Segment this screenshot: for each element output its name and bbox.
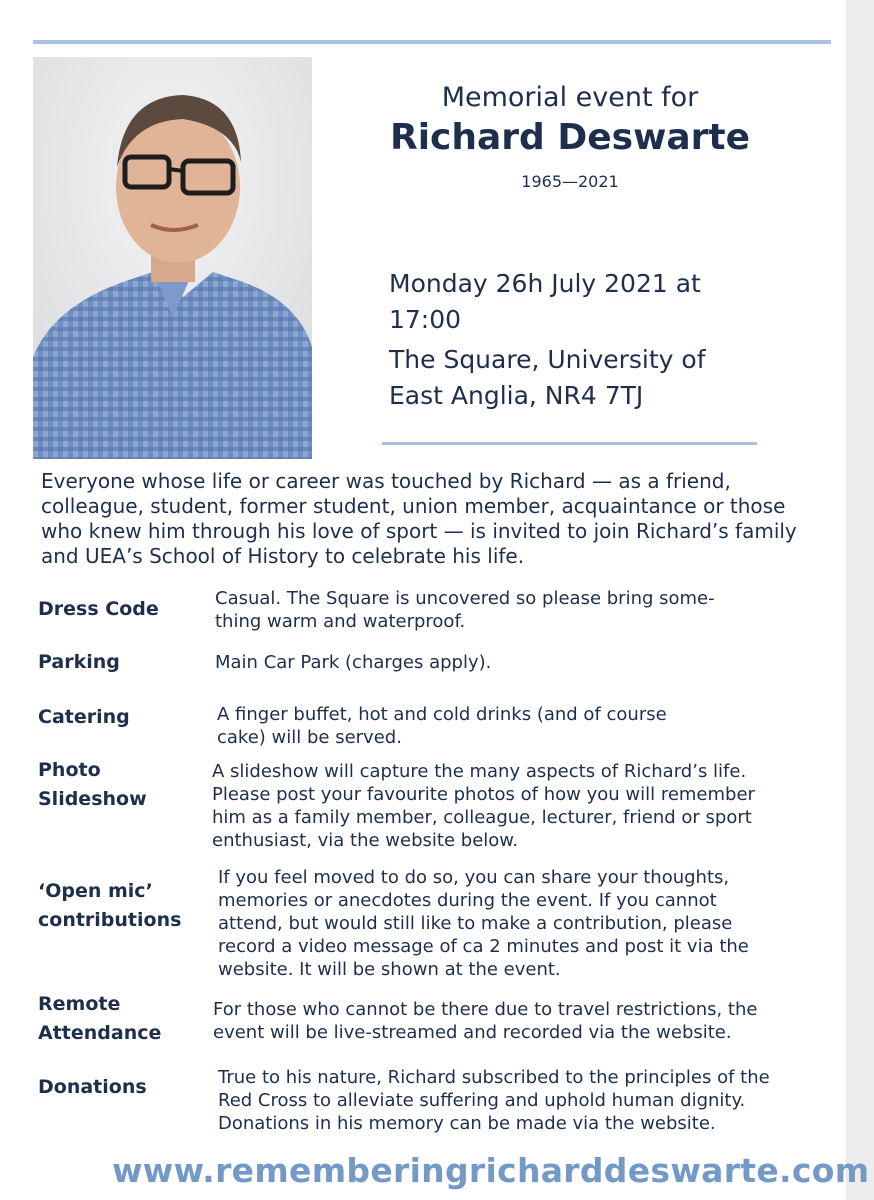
photo-slideshow-label: Photo Slideshow [38, 759, 147, 810]
event-heading [385, 82, 755, 191]
heading-subtitle: Memorial event for [441, 82, 699, 113]
website-link[interactable]: www.rememberingricharddeswarte.com [112, 1151, 870, 1190]
catering-text: A finger buffet, hot and cold drinks (and of course cake) will be served. [217, 704, 667, 748]
open-mic-text: If you feel moved to do so, you can share your thoughts, memories or anecdotes during the event. If you cannot attend, but would still like to make a contribution, please record a video message of ca 2 minutes and post it via the website. It will be shown at the event. [218, 867, 749, 980]
portrait-photo [33, 57, 312, 459]
event-location-line-1: The Square, University of [389, 345, 706, 374]
donations-label: Donations [38, 1076, 147, 1098]
donations-text: True to his nature, Richard subscribed to the principles of the Red Cross to alleviate suffering and uphold human dignity. Donations in his memory can be made via the website. [218, 1067, 770, 1134]
scrollbar-track[interactable] [846, 0, 874, 1200]
event-location-line-2: East Anglia, NR4 7TJ [389, 381, 644, 410]
dress-code-text: Casual. The Square is uncovered so please bring some-thing warm and waterproof. [215, 588, 715, 632]
parking-text: Main Car Park (charges apply). [215, 652, 492, 673]
parking-label: Parking [38, 651, 120, 673]
remote-attendance-label: Remote Attendance [38, 993, 162, 1044]
event-date-line-2: 17:00 [389, 305, 462, 334]
photo-slideshow-text: A slideshow will capture the many aspects of Richard’s life. Please post your favourite photos of how you will remember him as a family member, colleague, lecturer, friend or sport enthusiast, via the website below. [212, 761, 755, 851]
honoree-name: Richard Deswarte [389, 117, 751, 158]
catering-label: Catering [38, 706, 130, 728]
invitation-paragraph: Everyone whose life or career was touched by Richard — as a friend, colleague, student, former student, union member, acquaintance or those who knew him through his love of sport — is invited to join Richard’s family and UEA’s School of History to celebrate his life. [41, 469, 797, 568]
middle-divider [382, 442, 757, 445]
top-divider [33, 40, 831, 44]
event-date-line-1: Monday 26h July 2021 at [389, 269, 701, 298]
open-mic-label: ‘Open mic’ contributions [38, 880, 182, 931]
dress-code-label: Dress Code [38, 598, 159, 620]
life-years: 1965—2021 [521, 172, 619, 191]
event-details [389, 266, 749, 414]
remote-attendance-text: For those who cannot be there due to travel restrictions, the event will be live-streamed and recorded via the website. [213, 999, 758, 1043]
